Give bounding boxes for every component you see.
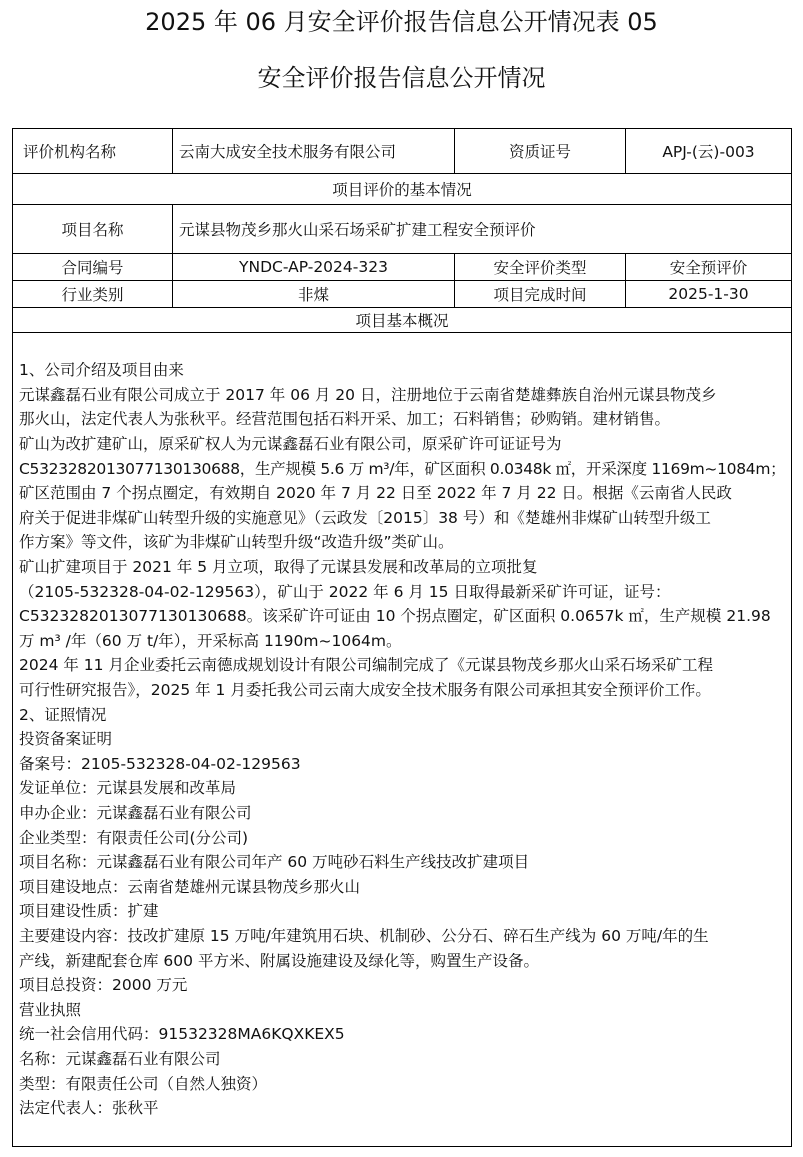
document-subtitle: 安全评价报告信息公开情况: [257, 64, 546, 92]
org-value: 云南大成安全技术服务有限公司: [173, 129, 455, 174]
industry-row: [13, 281, 792, 308]
cert-label: 资质证号: [455, 129, 626, 174]
overview-header-row: [13, 308, 792, 333]
overview-line: 矿区范围由 7 个拐点圈定，有效期自 2020 年 7 月 22 日至 2022 年 7 月 22 日。根据《云南省人民政: [19, 484, 732, 503]
org-row: [13, 129, 792, 174]
finish-date-label: 项目完成时间: [455, 281, 626, 308]
overview-line: 申办企业：元谋鑫磊石业有限公司: [19, 803, 252, 822]
overview-line: 2、证照情况: [19, 705, 107, 724]
overview-line: 项目名称：元谋鑫磊石业有限公司年产 60 万吨砂石料生产线技改扩建项目: [19, 853, 530, 872]
overview-line: 营业执照: [19, 1000, 82, 1019]
industry-value: 非煤: [173, 281, 455, 308]
document-title: 2025 年 06 月安全评价报告信息公开情况表 05: [145, 8, 658, 36]
cert-value: APJ-(云)-003: [626, 129, 792, 174]
org-label: 评价机构名称: [13, 129, 173, 174]
overview-header: 项目基本概况: [13, 308, 792, 333]
overview-line: 府关于促进非煤矿山转型升级的实施意见》（云政发〔2015〕38 号）和《楚雄州非煤矿山转型升级工: [19, 508, 711, 527]
info-table: [12, 128, 792, 1147]
overview-line: 项目总投资：2000 万元: [19, 976, 188, 995]
finish-date-value: 2025-1-30: [626, 281, 792, 308]
project-name-value: 元谋县物茂乡那火山采石场采矿扩建工程安全预评价: [173, 205, 792, 254]
overview-line: 元谋鑫磊石业有限公司成立于 2017 年 06 月 20 日，注册地位于云南省楚雄彝族自治州元谋县物茂乡: [19, 385, 717, 404]
overview-line: 主要建设内容：技改扩建原 15 万吨/年建筑用石块、机制砂、公分石、碎石生产线为 60 万吨/年的生: [19, 926, 709, 945]
overview-line: 企业类型：有限责任公司(分公司): [19, 828, 249, 847]
project-row: [13, 205, 792, 254]
overview-line: 那火山，法定代表人为张秋平。经营范围包括石料开采、加工；石料销售；砂购销。建材销售。: [19, 410, 671, 429]
overview-line: 矿山扩建项目于 2021 年 5 月立项，取得了元谋县发展和改革局的立项批复: [19, 558, 538, 577]
eval-type-label: 安全评价类型: [455, 254, 626, 281]
basic-header-row: [13, 174, 792, 205]
overview-line: 可行性研究报告》，2025 年 1 月委托我公司云南大成安全技术服务有限公司承担其安全预评价工作。: [19, 681, 711, 700]
overview-line: C5323282013077130130688，生产规模 5.6 万 m³/年，矿区面积 0.0348k ㎡，开采深度 1169m~1084m；: [19, 459, 786, 478]
overview-line: 1、公司介绍及项目由来: [19, 361, 184, 380]
overview-body-row: [13, 333, 792, 1147]
overview-line: 投资备案证明: [19, 730, 113, 749]
overview-line: 备案号：2105-532328-04-02-129563: [19, 754, 301, 773]
overview-line: C5323282013077130130688。该采矿许可证由 10 个拐点圈定，矿区面积 0.0657k ㎡，生产规模 21.98: [19, 607, 771, 626]
overview-line: 项目建设性质：扩建: [19, 902, 159, 921]
overview-text: [19, 358, 785, 1120]
contract-value: YNDC-AP-2024-323: [173, 254, 455, 281]
overview-line: 万 m³ /年（60 万 t/年），开采标高 1190m~1064m。: [19, 631, 402, 650]
overview-line: 矿山为改扩建矿山，原采矿权人为元谋鑫磊石业有限公司，原采矿许可证证号为: [19, 435, 562, 454]
contract-label: 合同编号: [13, 254, 173, 281]
overview-line: 2024 年 11 月企业委托云南德成规划设计有限公司编制完成了《元谋县物茂乡那火山采石场采矿工程: [19, 656, 713, 675]
basic-info-header: 项目评价的基本情况: [13, 174, 792, 205]
contract-row: [13, 254, 792, 281]
overview-line: 作方案》等文件，该矿为非煤矿山转型升级“改造升级”类矿山。: [19, 533, 454, 552]
overview-line: 项目建设地点：云南省楚雄州元谋县物茂乡那火山: [19, 877, 361, 896]
overview-body: [13, 333, 792, 1147]
overview-line: 法定代表人：张秋平: [19, 1099, 159, 1118]
overview-line: 名称：元谋鑫磊石业有限公司: [19, 1049, 221, 1068]
overview-line: 类型：有限责任公司（自然人独资）: [19, 1074, 268, 1093]
overview-line: 发证单位：元谋县发展和改革局: [19, 779, 237, 798]
industry-label: 行业类别: [13, 281, 173, 308]
overview-line: （2105-532328-04-02-129563），矿山于 2022 年 6 月 15 日取得最新采矿许可证，证号：: [19, 582, 671, 601]
eval-type-value: 安全预评价: [626, 254, 792, 281]
overview-line: 统一社会信用代码：91532328MA6KQXKEX5: [19, 1025, 345, 1044]
overview-line: 产线，新建配套仓库 600 平方米、附属设施建设及绿化等，购置生产设备。: [19, 951, 539, 970]
project-name-label: 项目名称: [13, 205, 173, 254]
